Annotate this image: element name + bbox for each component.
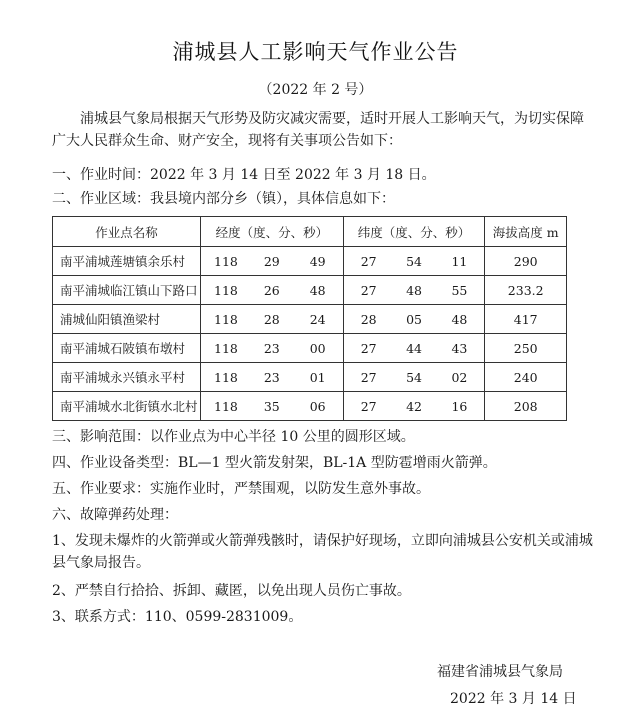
table-row	[53, 247, 567, 276]
latitude-deg: 27	[360, 253, 377, 269]
item-1-time: 一、作业时间：2022 年 3 月 14 日至 2022 年 3 月 18 日。	[52, 167, 436, 183]
document-title: 浦城县人工影响天气作业公告	[172, 40, 459, 64]
longitude-cell	[200, 247, 343, 276]
latitude-cell	[343, 334, 485, 363]
longitude-cell	[200, 305, 343, 334]
item-4-equipment: 四、作业设备类型：BL—1 型火箭发射架，BL-1A 型防雹增雨火箭弹。	[52, 455, 497, 471]
longitude-cell	[200, 363, 343, 392]
longitude-sec: 01	[309, 369, 326, 385]
latitude-cell	[343, 305, 485, 334]
site-table	[52, 216, 567, 421]
item-2-area: 二、作业区域：我县境内部分乡（镇），具体信息如下：	[52, 191, 395, 207]
longitude-sec: 24	[309, 311, 326, 327]
latitude-min: 05	[406, 311, 422, 327]
header-altitude: 海拔高度 m	[485, 217, 567, 247]
latitude-min: 54	[406, 253, 422, 269]
longitude-deg: 118	[214, 253, 238, 269]
latitude-deg: 27	[360, 398, 377, 414]
longitude-deg: 118	[214, 311, 238, 327]
longitude-cell	[200, 276, 343, 305]
longitude-min: 29	[263, 253, 280, 269]
latitude-sec: 16	[451, 398, 468, 414]
signer: 福建省浦城县气象局	[437, 664, 563, 680]
header-latitude: 纬度（度、分、秒）	[343, 217, 485, 247]
longitude-min: 26	[263, 282, 280, 298]
longitude-deg: 118	[214, 398, 238, 414]
site-name: 浦城仙阳镇渔梁村	[53, 305, 201, 334]
site-name: 南平浦城水北街镇水北村	[53, 392, 201, 421]
header-longitude: 经度（度、分、秒）	[200, 217, 343, 247]
latitude-sec: 11	[451, 253, 468, 269]
item-6-2-prohibit: 2、严禁自行拾拾、拆卸、藏匿，以免出现人员伤亡事故。	[52, 583, 411, 599]
longitude-min: 23	[263, 340, 280, 356]
table-row	[53, 276, 567, 305]
longitude-deg: 118	[214, 282, 238, 298]
altitude-cell: 233.2	[485, 276, 567, 305]
table-row	[53, 392, 567, 421]
longitude-sec: 00	[309, 340, 326, 356]
latitude-min: 44	[406, 340, 422, 356]
latitude-deg: 27	[360, 282, 377, 298]
longitude-sec: 06	[309, 398, 326, 414]
item-5-requirement: 五、作业要求：实施作业时，严禁围观，以防发生意外事故。	[52, 481, 430, 497]
longitude-cell	[200, 392, 343, 421]
longitude-cell	[200, 334, 343, 363]
site-name: 南平浦城莲塘镇余乐村	[53, 247, 201, 276]
altitude-cell: 417	[485, 305, 567, 334]
altitude-cell: 208	[485, 392, 567, 421]
latitude-min: 54	[406, 369, 422, 385]
latitude-sec: 48	[451, 311, 468, 327]
longitude-deg: 118	[214, 340, 238, 356]
altitude-cell: 240	[485, 363, 567, 392]
latitude-sec: 02	[451, 369, 468, 385]
latitude-deg: 28	[360, 311, 377, 327]
site-name: 南平浦城石陂镇布墩村	[53, 334, 201, 363]
latitude-deg: 27	[360, 340, 377, 356]
intro-paragraph: 浦城县气象局根据天气形势及防灾减灾需要，适时开展人工影响天气，为切实保障广大人民群众生命、财产安全，现将有关事项公告如下：	[52, 111, 584, 149]
latitude-min: 42	[406, 398, 422, 414]
latitude-cell	[343, 392, 485, 421]
latitude-cell	[343, 363, 485, 392]
signing-date: 2022 年 3 月 14 日	[450, 691, 577, 707]
table-row	[53, 305, 567, 334]
item-6-handling: 六、故障弹药处理：	[52, 507, 178, 523]
longitude-min: 23	[263, 369, 280, 385]
longitude-sec: 48	[309, 282, 326, 298]
longitude-min: 35	[263, 398, 280, 414]
item-6-3-contact: 3、联系方式：110、0599-2831009。	[52, 609, 303, 625]
latitude-cell	[343, 276, 485, 305]
longitude-sec: 49	[309, 253, 326, 269]
altitude-cell: 250	[485, 334, 567, 363]
table-row	[53, 363, 567, 392]
site-name: 南平浦城永兴镇永平村	[53, 363, 201, 392]
longitude-min: 28	[263, 311, 280, 327]
document-number: （2022 年 2 号）	[258, 82, 373, 98]
header-site: 作业点名称	[53, 217, 201, 247]
longitude-deg: 118	[214, 369, 238, 385]
altitude-cell: 290	[485, 247, 567, 276]
site-name: 南平浦城临江镇山下路口	[53, 276, 201, 305]
item-6-1-report: 1、发现未爆炸的火箭弹或火箭弹残骸时，请保护好现场，立即向浦城县公安机关或浦城县气象局报告。	[52, 533, 593, 571]
latitude-sec: 43	[451, 340, 468, 356]
latitude-sec: 55	[451, 282, 468, 298]
table-row	[53, 334, 567, 363]
latitude-cell	[343, 247, 485, 276]
latitude-deg: 27	[360, 369, 377, 385]
latitude-min: 48	[406, 282, 422, 298]
item-3-range: 三、影响范围：以作业点为中心半径 10 公里的圆形区域。	[52, 429, 415, 445]
table-header-row	[53, 217, 567, 247]
